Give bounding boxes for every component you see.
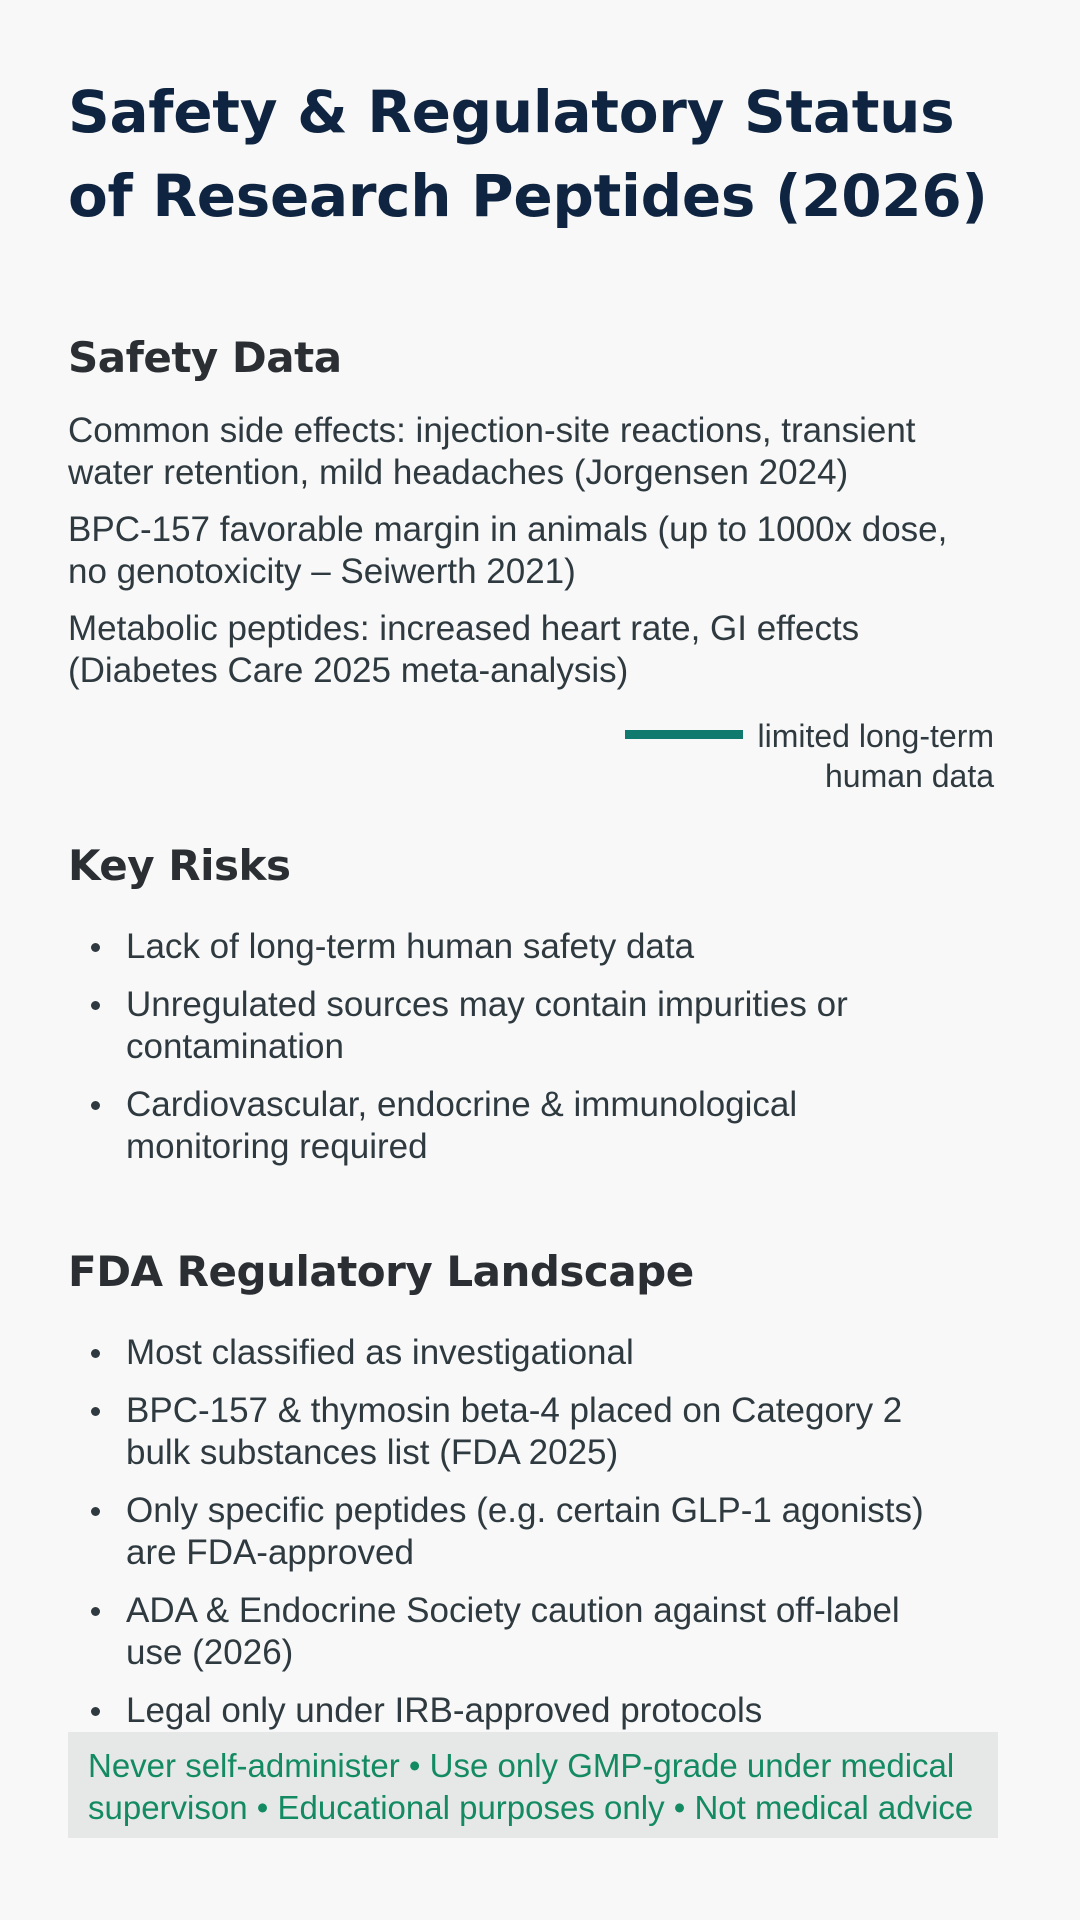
risk-item-unregulated-sources: [68, 984, 1012, 1068]
bullet-dot-icon: [91, 1607, 100, 1616]
risk-item-monitoring: [68, 1084, 1012, 1168]
risk-item-line: monitoring required: [126, 1127, 428, 1166]
fda-regulatory-section: [68, 1246, 1012, 1732]
fda-item-line: Only specific peptides (e.g. certain GLP-1 agonists): [126, 1491, 924, 1530]
fda-regulatory-list: [68, 1332, 1012, 1732]
safety-item-side-effects: [68, 410, 1012, 494]
fda-item-off-label-caution: [68, 1590, 1012, 1674]
legend-label-line-2: human data: [824, 758, 994, 794]
limited-data-legend: [68, 716, 1012, 796]
fda-item-investigational: [68, 1332, 1012, 1374]
risk-item-line: Lack of long-term human safety data: [126, 927, 695, 966]
bullet-dot-icon: [91, 943, 100, 952]
bullet-dot-icon: [91, 1349, 100, 1358]
fda-item-approved-peptides: [68, 1490, 1012, 1574]
key-risks-section: [68, 840, 1012, 1168]
page-title-line-1: Safety & Regulatory Status: [68, 78, 955, 146]
fda-regulatory-heading: FDA Regulatory Landscape: [68, 1247, 694, 1296]
key-risks-list: [68, 926, 1012, 1168]
safety-data-heading: Safety Data: [68, 333, 342, 382]
safety-item-metabolic-peptides: [68, 608, 1012, 692]
disclaimer-footer: [68, 1732, 998, 1838]
page-title: [68, 70, 1012, 238]
bullet-dot-icon: [91, 1001, 100, 1010]
risk-item-line: Cardiovascular, endocrine & immunological: [126, 1085, 798, 1124]
key-risks-heading: Key Risks: [68, 841, 291, 890]
fda-item-line: are FDA-approved: [126, 1533, 414, 1572]
legend-label: [757, 716, 994, 796]
safety-item-line: no genotoxicity – Seiwerth 2021): [68, 552, 576, 591]
disclaimer-line-2: supervison • Educational purposes only • Not medical advice: [88, 1789, 974, 1826]
safety-data-list: [68, 410, 1012, 692]
legend-label-line-1: limited long-term: [757, 718, 994, 754]
disclaimer-line-1: Never self-administer • Use only GMP-grade under medical: [88, 1747, 955, 1784]
bullet-dot-icon: [91, 1707, 100, 1716]
legend-line-swatch: [625, 730, 743, 739]
fda-item-line: BPC-157 & thymosin beta-4 placed on Category 2: [126, 1391, 903, 1430]
fda-item-irb-protocols: [68, 1690, 1012, 1732]
fda-item-line: use (2026): [126, 1633, 294, 1672]
risk-item-long-term-data: [68, 926, 1012, 968]
safety-item-line: (Diabetes Care 2025 meta-analysis): [68, 651, 629, 690]
fda-item-line: ADA & Endocrine Society caution against off-label: [126, 1591, 900, 1630]
fda-item-category-2: [68, 1390, 1012, 1474]
safety-item-bpc157-margin: [68, 509, 1012, 593]
safety-item-line: Metabolic peptides: increased heart rate, GI effects: [68, 609, 860, 648]
safety-item-line: Common side effects: injection-site reactions, transient: [68, 411, 916, 450]
bullet-dot-icon: [91, 1407, 100, 1416]
fda-item-line: bulk substances list (FDA 2025): [126, 1433, 619, 1472]
bullet-dot-icon: [91, 1101, 100, 1110]
safety-item-line: BPC-157 favorable margin in animals (up to 1000x dose,: [68, 510, 948, 549]
fda-item-line: Most classified as investigational: [126, 1333, 634, 1372]
risk-item-line: Unregulated sources may contain impurities or: [126, 985, 848, 1024]
fda-item-line: Legal only under IRB-approved protocols: [126, 1691, 763, 1730]
safety-item-line: water retention, mild headaches (Jorgensen 2024): [68, 453, 849, 492]
risk-item-line: contamination: [126, 1027, 344, 1066]
bullet-dot-icon: [91, 1507, 100, 1516]
page-title-line-2: of Research Peptides (2026): [68, 162, 988, 230]
safety-data-section: [68, 332, 1012, 796]
